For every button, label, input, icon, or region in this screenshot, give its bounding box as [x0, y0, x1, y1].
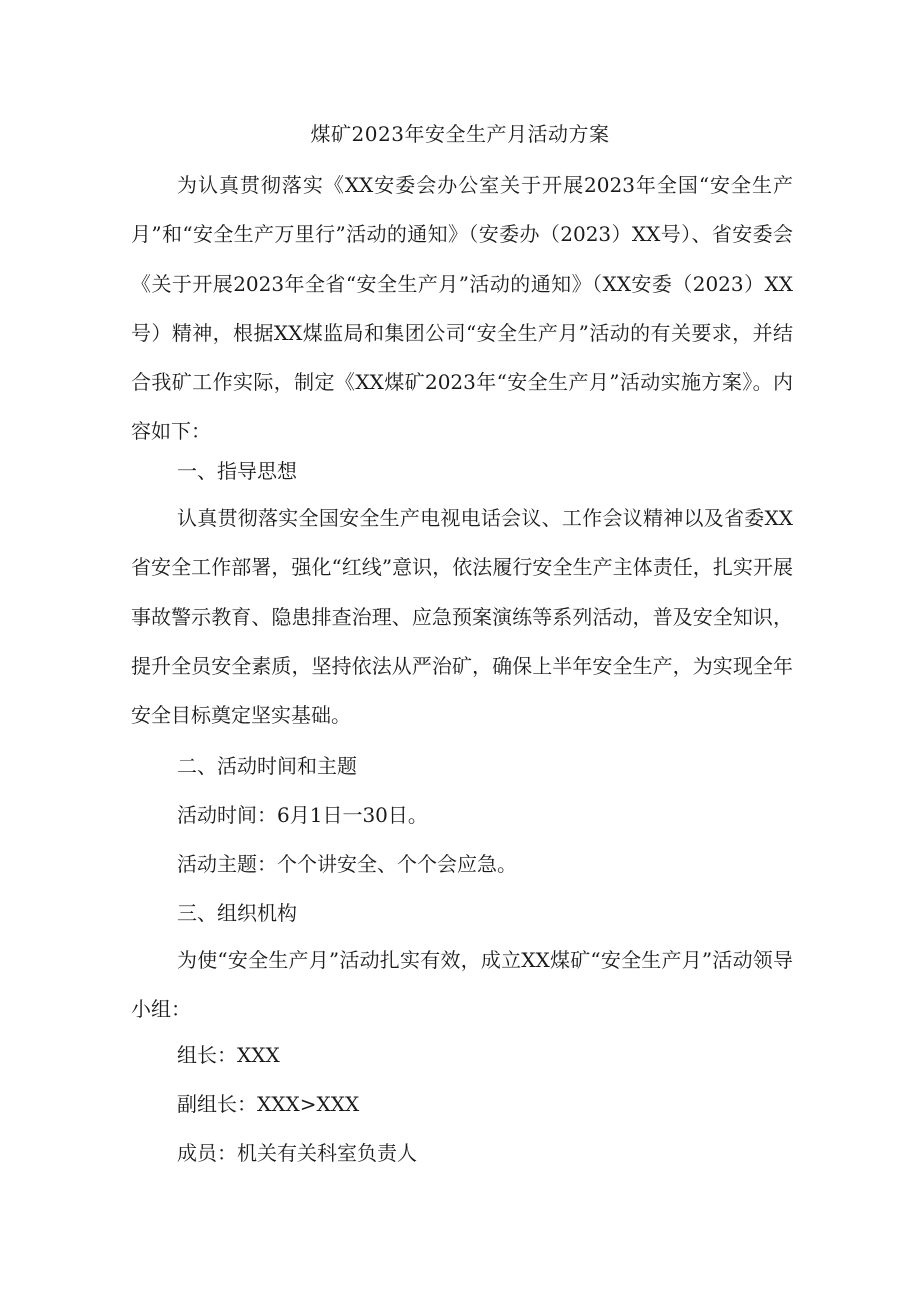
section-heading-time-and-theme: 二、活动时间和主题 [177, 754, 357, 778]
deputy-leader-line: 副组长：XXX>XXX [177, 1092, 360, 1116]
members-line: 成员：机关有关科室负责人 [177, 1141, 417, 1165]
activity-theme-line: 活动主题：个个讲安全、个个会应急。 [177, 852, 517, 876]
leader-line: 组长：XXX [177, 1043, 280, 1067]
activity-time-line: 活动时间：6月1日一30日。 [177, 803, 428, 827]
section-heading-guiding-ideology: 一、指导思想 [177, 459, 297, 483]
document-title: 煤矿2023年安全生产月活动方案 [310, 122, 610, 146]
guiding-ideology-paragraph: 认真贯彻落实全国安全生产电视电话会议、工作会议精神以及省委XX省安全工作部署，强化“红线”意识，依法履行安全生产主体责任，扎实开展事故警示教育、隐患排查治理、应急预案演练等系列活动，普及安全知识，提升全员安全素质，坚持依法从严治矿，确保上半年安全生产，为实现全年安全目标奠定坚实基础。 [131, 506, 793, 728]
intro-paragraph: 为认真贯彻落实《XX安委会办公室关于开展2023年全国“安全生产月”和“安全生产万里行”活动的通知》（安委办（2023）XX号）、省安委会《关于开展2023年全省“安全生产月”活动的通知》（XX安委（2023）XX号）精神，根据XX煤监局和集团公司“安全生产月”活动的有关要求，并结合我矿工作实际，制定《XX煤矿2023年“安全生产月”活动实施方案》。内容如下： [131, 173, 793, 444]
organization-paragraph: 为使“安全生产月”活动扎实有效，成立XX煤矿“安全生产月”活动领导小组： [131, 948, 793, 1022]
section-heading-organization: 三、组织机构 [177, 901, 297, 925]
